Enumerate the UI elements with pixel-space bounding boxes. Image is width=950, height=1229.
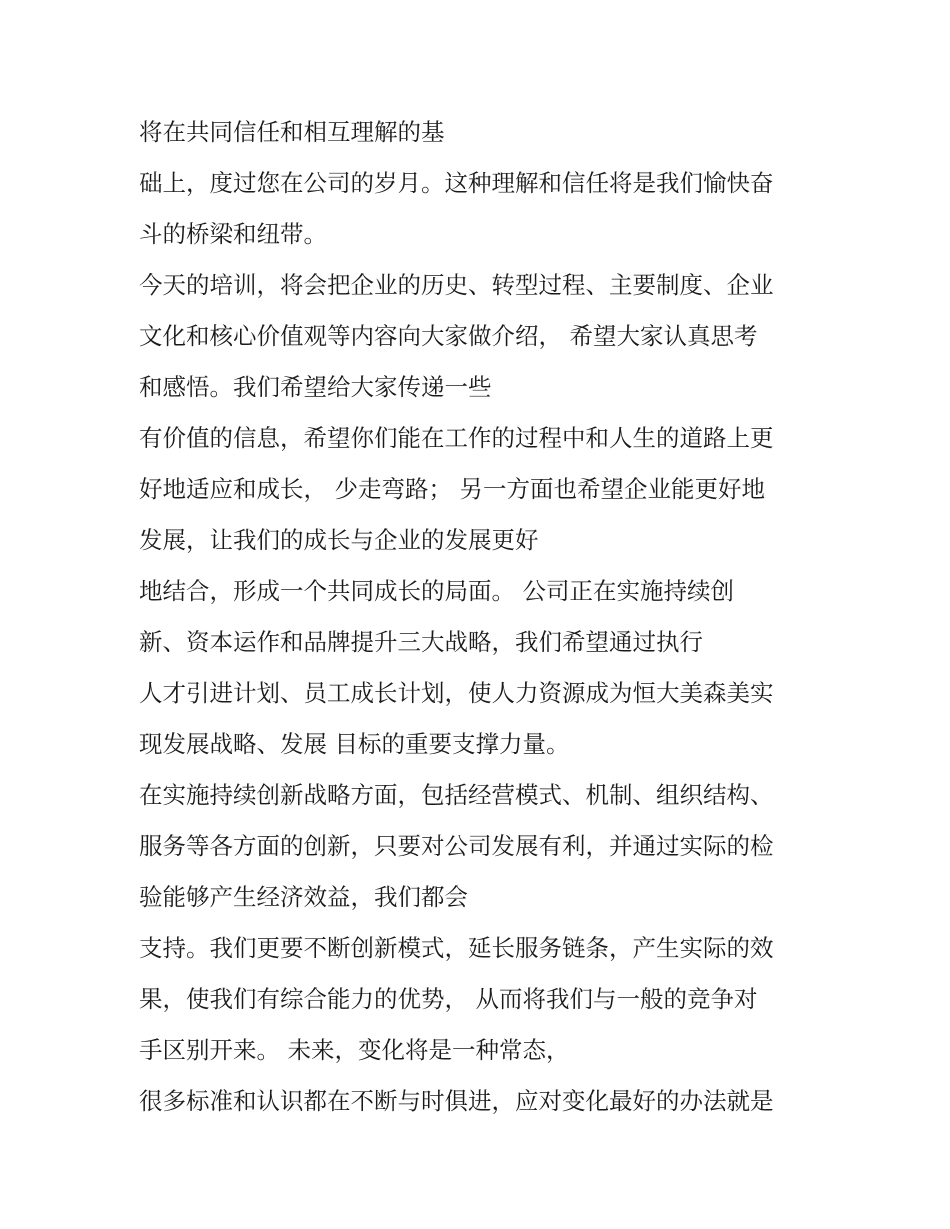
text-line: 将在共同信任和相互理解的基 [139, 118, 445, 146]
text-line: 支持。我们更要不断创新模式，延长服务链条，产生实际的效 [139, 934, 774, 962]
text-line: 础上，度过您在公司的岁月。这种理解和信任将是我们愉快奋 [139, 169, 774, 197]
text-line: 新、资本运作和品牌提升三大战略，我们希望通过执行 [139, 628, 703, 656]
text-line: 今天的培训，将会把企业的历史、转型过程、主要制度、企业 [139, 271, 774, 299]
text-line: 手区别开来。 未来，变化将是一种常态， [139, 1036, 570, 1064]
body-text [139, 107, 839, 1127]
text-line: 验能够产生经济效益，我们都会 [139, 883, 468, 911]
text-line: 好地适应和成长， 少走弯路； 另一方面也希望企业能更好地 [139, 475, 765, 503]
text-line: 地结合，形成一个共同成长的局面。 公司正在实施持续创 [139, 577, 734, 605]
text-line: 很多标准和认识都在不断与时俱进，应对变化最好的办法就是 [139, 1087, 774, 1115]
text-line: 服务等各方面的创新，只要对公司发展有利，并通过实际的检 [139, 832, 774, 860]
text-line: 人才引进计划、员工成长计划，使人力资源成为恒大美森美实 [139, 679, 774, 707]
text-line: 和感悟。我们希望给大家传递一些 [139, 373, 492, 401]
text-line: 果，使我们有综合能力的优势， 从而将我们与一般的竞争对 [139, 985, 758, 1013]
text-line: 文化和核心价值观等内容向大家做介绍， 希望大家认真思考 [139, 322, 758, 350]
text-line: 现发展战略、发展 目标的重要支撑力量。 [139, 730, 570, 758]
text-line: 斗的桥梁和纽带。 [139, 220, 327, 248]
text-line: 发展，让我们的成长与企业的发展更好 [139, 526, 539, 554]
text-line: 有价值的信息，希望你们能在工作的过程中和人生的道路上更 [139, 424, 774, 452]
text-line: 在实施持续创新战略方面，包括经营模式、机制、组织结构、 [139, 781, 774, 809]
